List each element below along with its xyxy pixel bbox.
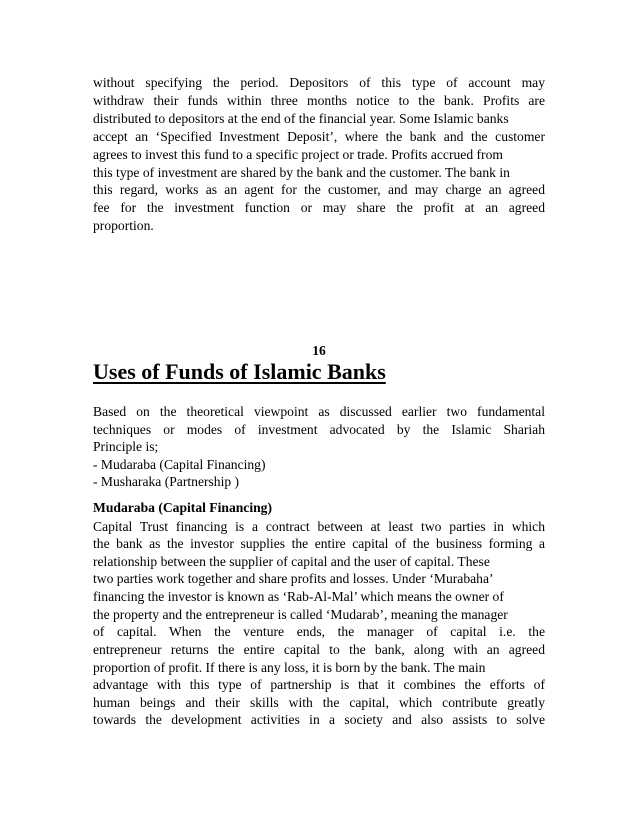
paragraph-line: this regard, works as an agent for the customer, and may charge an agreed bbox=[93, 182, 545, 197]
paragraph-line: this type of investment are shared by the bank and the customer. The bank in bbox=[93, 165, 510, 180]
paragraph-line: towards the development activities in a society and also assists to solve bbox=[93, 712, 545, 727]
paragraph-line: two parties work together and share profits and losses. Under ‘Murabaha’ bbox=[93, 571, 494, 586]
paragraph-line: relationship between the supplier of capital and the user of capital. These bbox=[93, 554, 490, 569]
paragraph-line: human beings and their skills with the capital, which contribute greatly bbox=[93, 695, 545, 710]
paragraph-line: without specifying the period. Depositors of this type of account may bbox=[93, 75, 545, 90]
paragraph-line: proportion of profit. If there is any loss, it is born by the bank. The main bbox=[93, 660, 486, 675]
subheading: Mudaraba (Capital Financing) bbox=[93, 500, 273, 515]
paragraph-line: of capital. When the venture ends, the manager of capital i.e. the bbox=[93, 624, 545, 639]
paragraph-line: withdraw their funds within three months notice to the bank. Profits are bbox=[93, 93, 545, 108]
paragraph-line: the bank as the investor supplies the entire capital of the business forming a bbox=[93, 536, 545, 551]
paragraph-line: advantage with this type of partnership is that it combines the efforts of bbox=[93, 677, 545, 692]
paragraph-line: fee for the investment function or may share the profit at an agreed bbox=[93, 200, 545, 215]
paragraph-line: the property and the entrepreneur is called ‘Mudarab’, meaning the manager bbox=[93, 607, 508, 622]
paragraph-line: Based on the theoretical viewpoint as discussed earlier two fundamental bbox=[93, 404, 545, 419]
paragraph-line: financing the investor is known as ‘Rab-Al-Mal’ which means the owner of bbox=[93, 589, 504, 604]
paragraph-line: Principle is; bbox=[93, 439, 159, 454]
paragraph-line: proportion. bbox=[93, 218, 154, 233]
list-item: - Musharaka (Partnership ) bbox=[93, 474, 240, 489]
paragraph-line: entrepreneur returns the entire capital to the bank, along with an agreed bbox=[93, 642, 545, 657]
paragraph-line: Capital Trust financing is a contract between at least two parties in which bbox=[93, 519, 545, 534]
paragraph-line: techniques or modes of investment advocated by the Islamic Shariah bbox=[93, 422, 545, 437]
paragraph-line: accept an ‘Specified Investment Deposit’, where the bank and the customer bbox=[93, 129, 545, 144]
paragraph-line: agrees to invest this fund to a specific project or trade. Profits accrued from bbox=[93, 147, 503, 162]
list-item: - Mudaraba (Capital Financing) bbox=[93, 457, 266, 472]
section-heading: Uses of Funds of Islamic Banks bbox=[93, 359, 386, 384]
page-number: 16 bbox=[312, 343, 326, 358]
paragraph-line: distributed to depositors at the end of the financial year. Some Islamic banks bbox=[93, 111, 509, 126]
